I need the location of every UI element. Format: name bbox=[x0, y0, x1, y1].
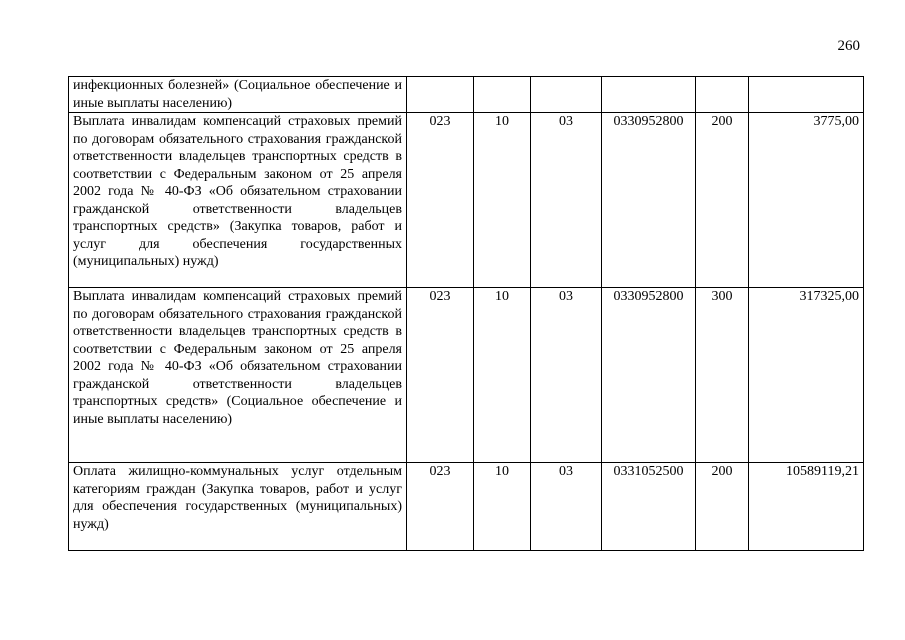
target-article-code bbox=[602, 77, 696, 113]
expense-type-code bbox=[696, 77, 749, 113]
page-number: 260 bbox=[837, 38, 860, 54]
ministry-code bbox=[407, 77, 474, 113]
target-article-code: 0330952800 bbox=[602, 288, 696, 463]
amount: 10589119,21 bbox=[749, 463, 864, 551]
expense-type-code: 200 bbox=[696, 463, 749, 551]
ministry-code: 023 bbox=[407, 113, 474, 288]
table-row bbox=[69, 77, 864, 113]
budget-table bbox=[68, 76, 864, 551]
expense-type-code: 200 bbox=[696, 113, 749, 288]
table-row bbox=[69, 463, 864, 551]
row-description: Оплата жилищно-коммунальных услуг отдельным категориям граждан (Закупка товаров, работ и услуг для обеспечения государственных (муниципальных) нужд) bbox=[69, 463, 407, 551]
row-description: Выплата инвалидам компенсаций страховых премий по договорам обязательного страхования гражданской ответственности владельцев транспортных средств в соответствии с Федеральным законом от 25 апреля 2002 года № 40-ФЗ «Об обязательном страховании гражданской ответственности владельцев транспортных средств» (Закупка товаров, работ и услуг для обеспечения государственных (муниципальных) нужд) bbox=[69, 113, 407, 288]
ministry-code: 023 bbox=[407, 463, 474, 551]
subsection-code: 03 bbox=[531, 113, 602, 288]
amount: 317325,00 bbox=[749, 288, 864, 463]
subsection-code bbox=[531, 77, 602, 113]
target-article-code: 0330952800 bbox=[602, 113, 696, 288]
row-description: инфекционных болезней» (Социальное обеспечение и иные выплаты населению) bbox=[69, 77, 407, 113]
section-code: 10 bbox=[474, 113, 531, 288]
subsection-code: 03 bbox=[531, 288, 602, 463]
section-code bbox=[474, 77, 531, 113]
amount: 3775,00 bbox=[749, 113, 864, 288]
expense-type-code: 300 bbox=[696, 288, 749, 463]
target-article-code: 0331052500 bbox=[602, 463, 696, 551]
table-row bbox=[69, 113, 864, 288]
subsection-code: 03 bbox=[531, 463, 602, 551]
section-code: 10 bbox=[474, 463, 531, 551]
table-row bbox=[69, 288, 864, 463]
section-code: 10 bbox=[474, 288, 531, 463]
row-description: Выплата инвалидам компенсаций страховых премий по договорам обязательного страхования гражданской ответственности владельцев транспортных средств в соответствии с Федеральным законом от 25 апреля 2002 года № 40-ФЗ «Об обязательном страховании гражданской ответственности владельцев транспортных средств» (Социальное обеспечение и иные выплаты населению) bbox=[69, 288, 407, 463]
amount bbox=[749, 77, 864, 113]
ministry-code: 023 bbox=[407, 288, 474, 463]
